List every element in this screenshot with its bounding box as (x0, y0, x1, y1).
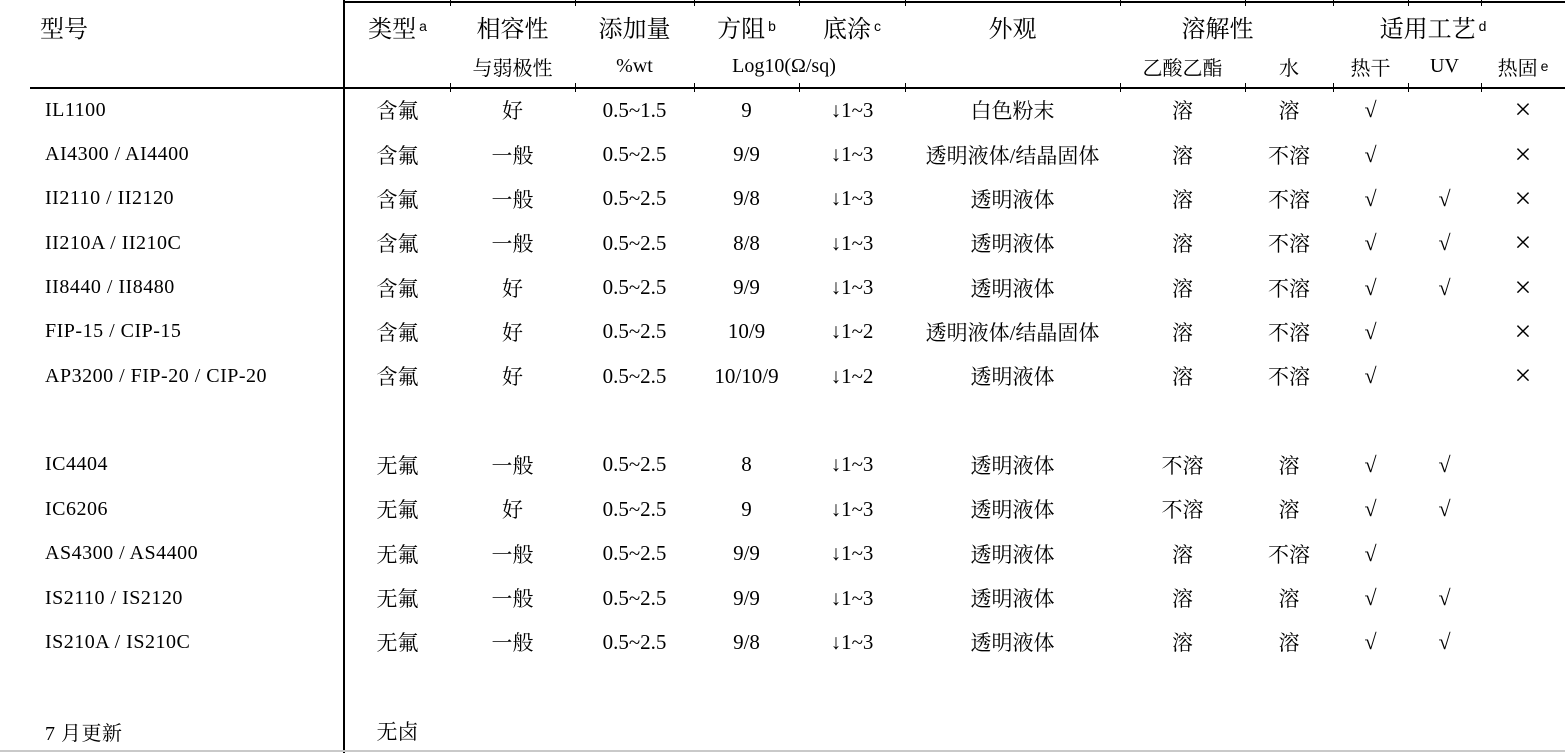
cell-ethyl-acetate: 溶 (1172, 187, 1193, 212)
cell-model: 7 月更新 (45, 722, 123, 745)
subheader-compatibility (450, 46, 575, 86)
grid-tick (450, 0, 451, 6)
cell-uv: √ (1438, 451, 1451, 477)
column-header-resistance: 方阻 b (694, 4, 799, 48)
cell-type: 含氟 (376, 143, 419, 168)
cell-model: IS2110 / IS2120 (45, 586, 183, 609)
subheader-water-label: 水 (1279, 57, 1299, 80)
cell-uv: √ (1438, 185, 1451, 211)
cell-compatibility: 好 (502, 365, 523, 390)
cell-thermoset: × (1514, 314, 1532, 348)
subheader-thermoset: 热固 e (1481, 46, 1565, 86)
cell-appearance: 透明液体 (970, 232, 1055, 257)
column-header-resistance-label: 方阻 (717, 16, 766, 43)
cell-type: 无氟 (376, 498, 419, 523)
cell-primer: ↓1~3 (830, 629, 874, 654)
cell-compatibility: 一般 (491, 631, 534, 656)
grid-tick (905, 0, 906, 6)
cell-resistance: 10/9 (727, 319, 766, 344)
cell-appearance: 透明液体 (970, 587, 1055, 612)
cell-amount: 0.5~2.5 (602, 363, 667, 388)
cell-primer: ↓1~3 (830, 275, 874, 300)
cell-ethyl-acetate: 溶 (1172, 143, 1193, 168)
subheader-ethyl-acetate (1120, 46, 1245, 86)
cell-hot-dry: √ (1364, 585, 1377, 611)
cell-water: 不溶 (1268, 276, 1310, 301)
subheader-resistance (694, 46, 874, 86)
subheader-amount (575, 46, 694, 86)
cell-compatibility: 好 (502, 276, 523, 301)
cell-ethyl-acetate: 溶 (1172, 542, 1193, 567)
cell-water: 不溶 (1268, 365, 1310, 390)
cell-resistance: 10/10/9 (714, 363, 779, 388)
cell-water: 溶 (1278, 99, 1300, 124)
column-header-model-label: 型号 (40, 16, 88, 43)
cell-compatibility: 好 (502, 498, 523, 523)
grid-tick (1481, 0, 1482, 6)
cell-amount: 0.5~2.5 (602, 629, 667, 654)
cell-model: II2110 / II2120 (45, 187, 174, 210)
cell-resistance: 9/8 (733, 186, 760, 211)
grid-tick (799, 83, 800, 92)
cell-water: 不溶 (1268, 542, 1310, 567)
cell-resistance: 9/9 (733, 275, 760, 300)
cell-resistance: 9 (741, 496, 752, 521)
cell-compatibility: 一般 (491, 542, 534, 567)
cell-ethyl-acetate: 不溶 (1161, 453, 1204, 478)
cell-type: 含氟 (376, 320, 419, 345)
subheader-hot-dry (1333, 46, 1408, 86)
cell-amount: 0.5~2.5 (602, 186, 667, 211)
cell-amount: 0.5~2.5 (602, 319, 667, 344)
grid-tick (575, 0, 576, 6)
grid-tick (1120, 0, 1121, 6)
column-header-appearance (905, 4, 1120, 48)
cell-hot-dry: √ (1364, 318, 1377, 344)
cell-resistance: 9 (741, 97, 752, 122)
cell-compatibility: 好 (502, 99, 523, 124)
subheader-ethyl-acetate-label: 乙酸乙酯 (1142, 57, 1223, 80)
subheader-thermoset-label: 热固 (1497, 57, 1538, 80)
cell-appearance: 透明液体 (970, 365, 1055, 390)
grid-tick (1245, 83, 1246, 92)
cell-thermoset: × (1514, 181, 1532, 215)
cell-ethyl-acetate: 溶 (1172, 276, 1193, 301)
grid-tick (1481, 83, 1482, 92)
cell-appearance: 透明液体 (970, 187, 1055, 212)
grid-tick (1333, 83, 1334, 92)
subheader-water (1245, 46, 1333, 86)
grid-tick (905, 83, 906, 92)
cell-uv: √ (1438, 230, 1451, 256)
cell-hot-dry: √ (1364, 629, 1377, 655)
cell-hot-dry: √ (1364, 141, 1377, 167)
cell-primer: ↓1~3 (830, 230, 874, 255)
cell-type: 无卤 (376, 720, 419, 745)
cell-amount: 0.5~2.5 (602, 452, 667, 477)
column-header-type-label: 类型 (368, 16, 417, 43)
cell-compatibility: 一般 (491, 587, 534, 612)
cell-primer: ↓1~2 (830, 319, 874, 344)
cell-model: AP3200 / FIP-20 / CIP-20 (45, 364, 268, 387)
subheader-resistance-label: Log10(Ω/sq) (732, 54, 836, 77)
cell-water: 溶 (1278, 631, 1300, 656)
cell-water: 溶 (1278, 453, 1300, 478)
cell-resistance: 8/8 (733, 230, 760, 255)
cell-thermoset: × (1514, 226, 1532, 260)
cell-resistance: 9/9 (733, 142, 760, 167)
cell-resistance: 9/8 (733, 629, 760, 654)
column-header-compatibility-label: 相容性 (476, 16, 549, 43)
cell-model: IC4404 (45, 453, 108, 476)
cell-hot-dry: √ (1364, 451, 1377, 477)
cell-uv: √ (1438, 629, 1451, 655)
grid-tick (1408, 0, 1409, 6)
subheader-hot-dry-label: 热干 (1350, 57, 1391, 80)
column-header-process-label: 适用工艺 (1379, 16, 1476, 43)
subheader-uv (1408, 46, 1481, 86)
cell-appearance: 透明液体 (970, 453, 1055, 478)
cell-amount: 0.5~2.5 (602, 275, 667, 300)
cell-type: 含氟 (376, 99, 419, 124)
cell-type: 含氟 (376, 365, 419, 390)
cell-amount: 0.5~2.5 (602, 230, 667, 255)
cell-type: 无氟 (376, 587, 419, 612)
cell-water: 不溶 (1268, 143, 1310, 168)
grid-tick (694, 0, 695, 6)
cell-amount: 0.5~2.5 (602, 585, 667, 610)
cell-ethyl-acetate: 溶 (1172, 587, 1193, 612)
column-header-appearance-label: 外观 (988, 16, 1037, 43)
column-header-primer: 底涂 c (799, 4, 905, 48)
cell-model: FIP-15 / CIP-15 (45, 320, 182, 343)
cell-hot-dry: √ (1364, 97, 1377, 123)
grid-tick (1120, 83, 1121, 92)
cell-hot-dry: √ (1364, 540, 1377, 566)
cell-hot-dry: √ (1364, 496, 1377, 522)
grid-tick (450, 83, 451, 92)
cell-primer: ↓1~2 (830, 363, 874, 388)
grid-tick (1245, 0, 1246, 6)
column-header-primer-label: 底涂 (823, 16, 871, 43)
cell-model: II210A / II210C (45, 231, 182, 254)
grid-tick (1408, 83, 1409, 92)
cell-uv: √ (1438, 274, 1451, 300)
cell-appearance: 透明液体 (970, 542, 1055, 567)
cell-resistance: 9/9 (733, 585, 760, 610)
cell-model: AS4300 / AS4400 (45, 542, 199, 565)
cell-resistance: 8 (741, 452, 752, 477)
table-top-border (344, 1, 1565, 3)
cell-appearance: 白色粉末 (970, 99, 1055, 124)
cell-hot-dry: √ (1364, 230, 1377, 256)
grid-tick (1333, 0, 1334, 6)
cell-compatibility: 一般 (491, 453, 534, 478)
cell-model: IL1100 (45, 98, 107, 121)
cell-hot-dry: √ (1364, 185, 1377, 211)
cell-compatibility: 一般 (491, 143, 534, 168)
cell-primer: ↓1~3 (830, 541, 874, 566)
cell-amount: 0.5~2.5 (602, 541, 667, 566)
cell-water: 溶 (1278, 498, 1300, 523)
cell-type: 无氟 (376, 631, 419, 656)
cell-primer: ↓1~3 (830, 186, 874, 211)
cell-model: IC6206 (45, 497, 108, 520)
cell-appearance: 透明液体 (970, 276, 1055, 301)
cell-type: 含氟 (376, 187, 419, 212)
cell-ethyl-acetate: 溶 (1172, 365, 1193, 390)
cell-uv: √ (1438, 496, 1451, 522)
grid-tick (799, 0, 800, 6)
cell-water: 不溶 (1268, 232, 1310, 257)
subheader-compatibility-label: 与弱极性 (472, 57, 553, 80)
cell-thermoset: × (1514, 359, 1532, 393)
cell-amount: 0.5~2.5 (602, 496, 667, 521)
column-header-solubility-label: 溶解性 (1181, 16, 1254, 43)
grid-tick (694, 83, 695, 92)
column-header-amount-label: 添加量 (598, 16, 671, 43)
cell-compatibility: 一般 (491, 187, 534, 212)
cell-appearance: 透明液体 (970, 498, 1055, 523)
cell-hot-dry: √ (1364, 363, 1377, 389)
cell-primer: ↓1~3 (830, 97, 874, 122)
cell-ethyl-acetate: 溶 (1172, 320, 1193, 345)
cell-type: 无氟 (376, 542, 419, 567)
column-header-process: 适用工艺 d (1333, 4, 1533, 48)
cell-ethyl-acetate: 溶 (1172, 631, 1193, 656)
column-header-model (0, 4, 345, 48)
cell-appearance: 透明液体/结晶固体 (925, 320, 1100, 345)
cell-ethyl-acetate: 溶 (1172, 99, 1193, 124)
cell-appearance: 透明液体/结晶固体 (925, 143, 1100, 168)
cell-water: 不溶 (1268, 320, 1310, 345)
column-header-solubility (1120, 4, 1315, 48)
cell-hot-dry: √ (1364, 274, 1377, 300)
cell-thermoset: × (1514, 270, 1532, 304)
cell-model: II8440 / II8480 (45, 276, 175, 299)
cell-type: 含氟 (376, 276, 419, 301)
cell-resistance: 9/9 (733, 541, 760, 566)
cell-ethyl-acetate: 溶 (1172, 232, 1193, 257)
cell-water: 不溶 (1268, 187, 1310, 212)
cell-water: 溶 (1278, 587, 1300, 612)
column-header-amount (575, 4, 694, 48)
grid-tick (575, 83, 576, 92)
cell-compatibility: 一般 (491, 232, 534, 257)
cell-type: 无氟 (376, 453, 419, 478)
cell-amount: 0.5~1.5 (602, 97, 667, 122)
column-header-compatibility (450, 4, 575, 48)
subheader-uv-label: UV (1430, 54, 1459, 77)
cell-ethyl-acetate: 不溶 (1161, 498, 1204, 523)
cell-uv: √ (1438, 585, 1451, 611)
cell-model: AI4300 / AI4400 (45, 143, 190, 166)
cell-amount: 0.5~2.5 (602, 142, 667, 167)
cell-thermoset: × (1514, 137, 1532, 171)
cell-thermoset: × (1514, 93, 1532, 127)
subheader-amount-label: %wt (616, 54, 653, 77)
cell-appearance: 透明液体 (970, 631, 1055, 656)
cell-compatibility: 好 (502, 320, 523, 345)
column-header-type: 类型 a (345, 4, 450, 48)
cell-primer: ↓1~3 (830, 496, 874, 521)
cell-primer: ↓1~3 (830, 452, 874, 477)
cell-primer: ↓1~3 (830, 142, 874, 167)
cell-primer: ↓1~3 (830, 585, 874, 610)
cell-type: 含氟 (376, 232, 419, 257)
cell-model: IS210A / IS210C (45, 630, 191, 653)
